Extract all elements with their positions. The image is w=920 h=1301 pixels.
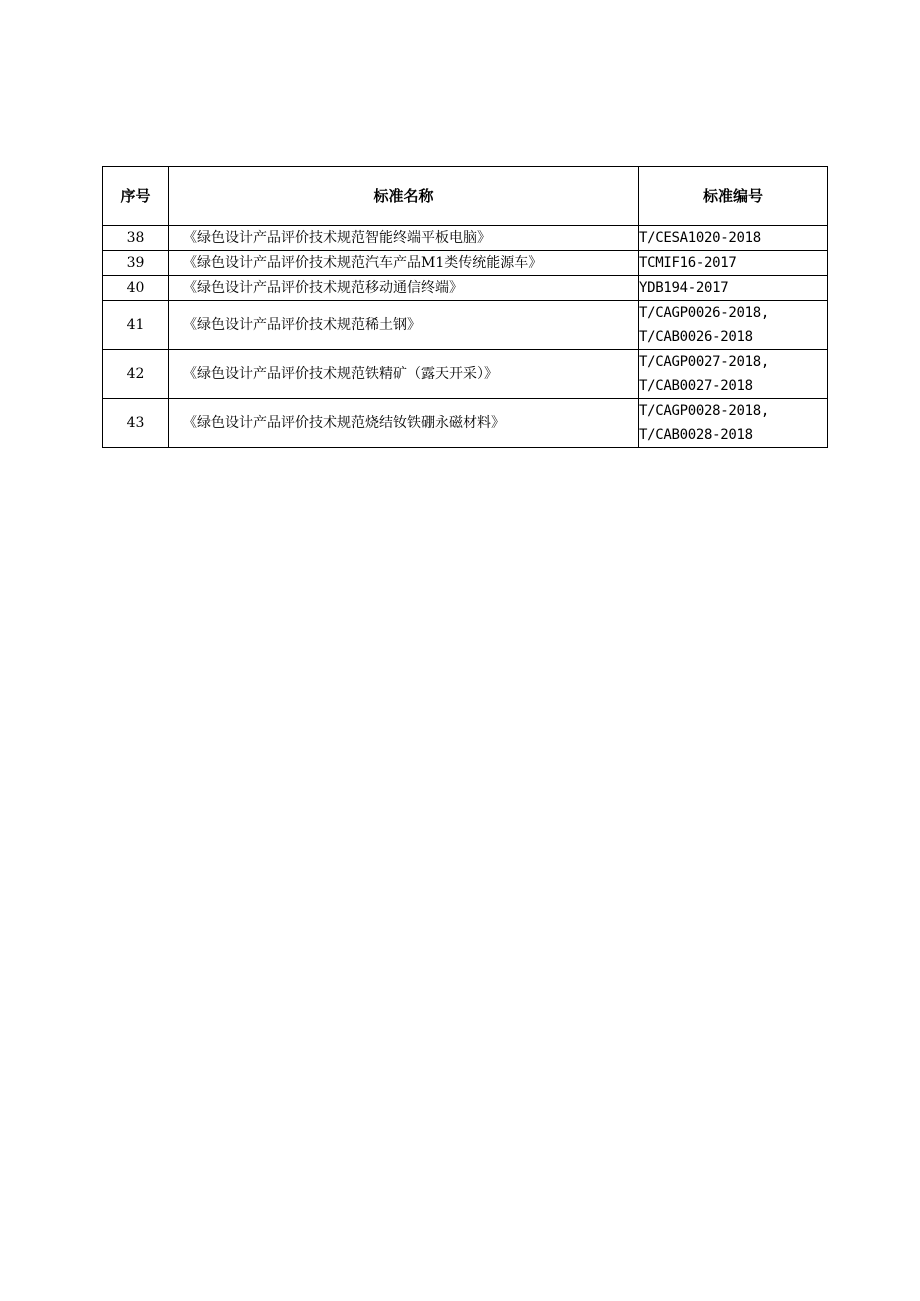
header-name: 标准名称 [169, 167, 639, 226]
name-cell: 《绿色设计产品评价技术规范稀土钢》 [169, 301, 639, 350]
code-line: YDB194-2017 [639, 280, 729, 296]
table-row [103, 251, 828, 276]
code-cell [639, 399, 828, 448]
code-cell [639, 226, 828, 251]
table-row [103, 399, 828, 448]
seq-cell: 43 [103, 399, 169, 448]
seq-cell: 39 [103, 251, 169, 276]
code-line: T/CESA1020-2018 [639, 230, 761, 246]
name-cell: 《绿色设计产品评价技术规范汽车产品M1类传统能源车》 [169, 251, 639, 276]
name-cell: 《绿色设计产品评价技术规范移动通信终端》 [169, 276, 639, 301]
code-cell [639, 350, 828, 399]
table-row [103, 350, 828, 399]
table-body [103, 226, 828, 448]
seq-cell: 38 [103, 226, 169, 251]
code-line: T/CAB0026-2018 [639, 329, 753, 345]
code-line: T/CAGP0027-2018, [639, 354, 770, 370]
table-header [103, 167, 828, 226]
seq-cell: 40 [103, 276, 169, 301]
code-cell [639, 251, 828, 276]
name-cell: 《绿色设计产品评价技术规范智能终端平板电脑》 [169, 226, 639, 251]
header-row [103, 167, 828, 226]
code-line: T/CAB0028-2018 [639, 427, 753, 443]
table-row [103, 276, 828, 301]
seq-cell: 42 [103, 350, 169, 399]
name-cell: 《绿色设计产品评价技术规范烧结钕铁硼永磁材料》 [169, 399, 639, 448]
code-line: T/CAGP0028-2018, [639, 403, 770, 419]
header-code: 标准编号 [639, 167, 828, 226]
seq-cell: 41 [103, 301, 169, 350]
header-seq: 序号 [103, 167, 169, 226]
code-line: T/CAB0027-2018 [639, 378, 753, 394]
standards-table [102, 166, 828, 448]
name-cell: 《绿色设计产品评价技术规范铁精矿（露天开采）》 [169, 350, 639, 399]
code-cell [639, 301, 828, 350]
code-line: TCMIF16-2017 [639, 255, 737, 271]
code-cell [639, 276, 828, 301]
table-row [103, 301, 828, 350]
code-line: T/CAGP0026-2018, [639, 305, 770, 321]
table-row [103, 226, 828, 251]
